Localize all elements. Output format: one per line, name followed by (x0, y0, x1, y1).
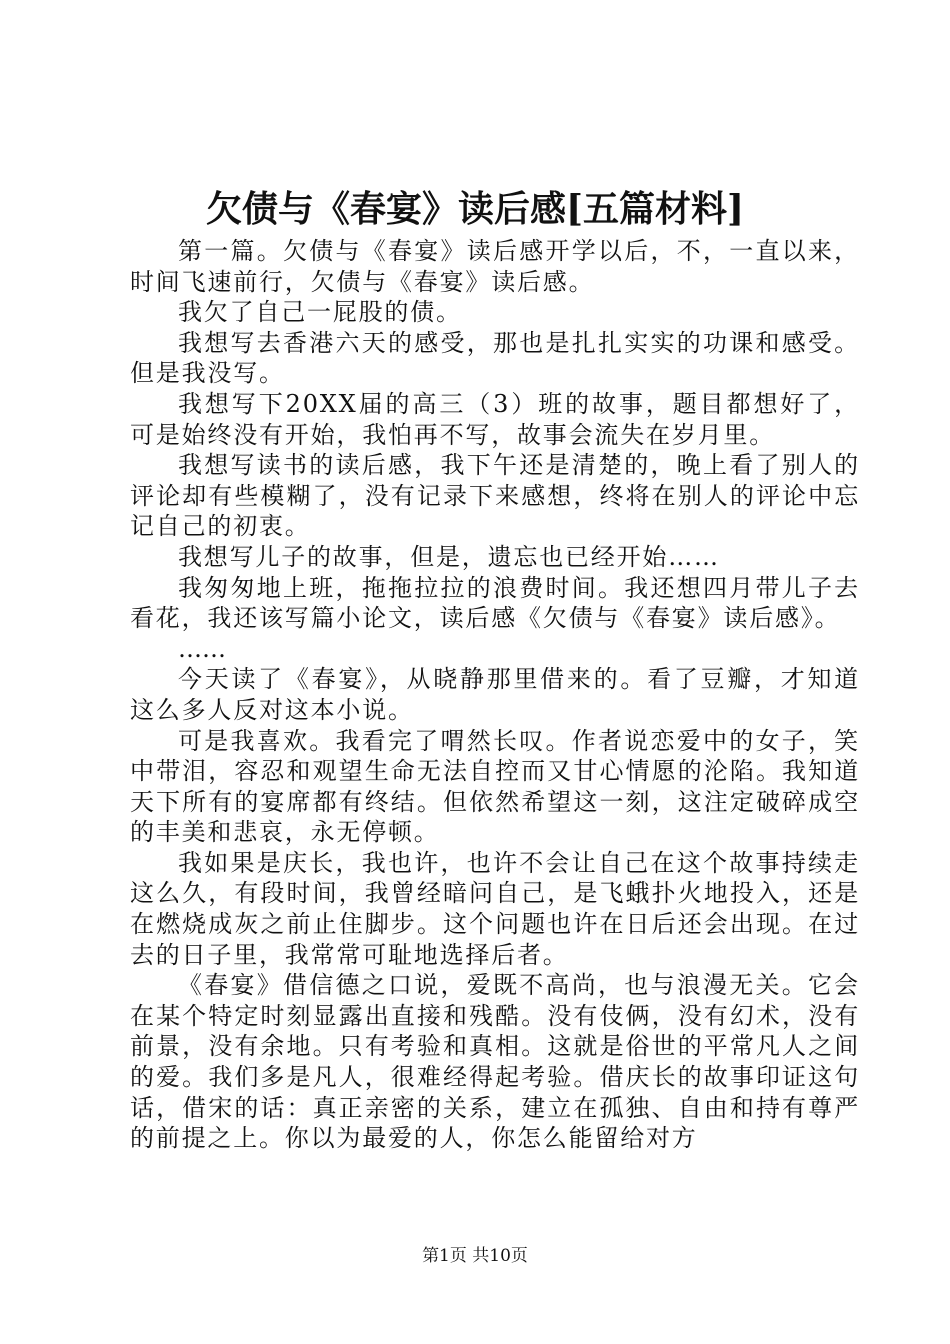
paragraph: 今天读了《春宴》，从晓静那里借来的。看了豆瓣，才知道这么多人反对这本小说。 (130, 665, 860, 724)
paragraph: 《春宴》借信德之口说，爱既不高尚，也与浪漫无关。它会在某个特定时刻显露出直接和残酷。没有伎俩，没有幻术，没有前景，没有余地。只有考验和真相。这就是俗世的平常凡人之间的爱。我们多是凡人，很难经得起考验。借庆长的故事印证这句话，借宋的话：真正亲密的关系，建立在孤独、自由和持有尊严的前提之上。你以为最爱的人，你怎么能留给对方 (130, 971, 860, 1153)
document-title: 欠债与《春宴》读后感[五篇材料] (205, 188, 745, 230)
paragraph: 我想写读书的读后感，我下午还是清楚的，晚上看了别人的评论却有些模糊了，没有记录下来感想，终将在别人的评论中忘记自己的初衷。 (130, 451, 860, 541)
paragraph: 我欠了自己一屁股的债。 (178, 298, 462, 327)
paragraph: 我想写下20XX届的高三（3）班的故事，题目都想好了，可是始终没有开始，我怕再不写，故事会流失在岁月里。 (130, 389, 860, 449)
paragraph: 可是我喜欢。我看完了喟然长叹。作者说恋爱中的女子，笑中带泪，容忍和观望生命无法自控而又甘心情愿的沦陷。我知道天下所有的宴席都有终结。但依然希望这一刻，这注定破碎成空的丰美和悲哀，永无停顿。 (130, 726, 860, 847)
ellipsis-paragraph: …… (178, 634, 226, 663)
paragraph: 我想写儿子的故事，但是，遗忘也已经开始…… (178, 542, 720, 571)
paragraph: 第一篇。欠债与《春宴》读后感开学以后，不，一直以来，时间飞速前行，欠债与《春宴》读后感。 (130, 237, 860, 296)
paragraph: 我如果是庆长，我也许，也许不会让自己在这个故事持续走这么久，有段时间，我曾经暗问自己，是飞蛾扑火地投入，还是在燃烧成灰之前止住脚步。这个问题也许在日后还会出现。在过去的日子里，我常常可耻地选择后者。 (130, 848, 860, 969)
page-number-footer: 第1页 共10页 (422, 1246, 528, 1266)
paragraph: 我想写去香港六天的感受，那也是扎扎实实的功课和感受。但是我没写。 (130, 328, 860, 388)
document-body (130, 236, 860, 1154)
paragraph: 我匆匆地上班，拖拖拉拉的浪费时间。我还想四月带儿子去看花，我还该写篇小论文，读后感《欠债与《春宴》读后感》。 (130, 573, 860, 633)
